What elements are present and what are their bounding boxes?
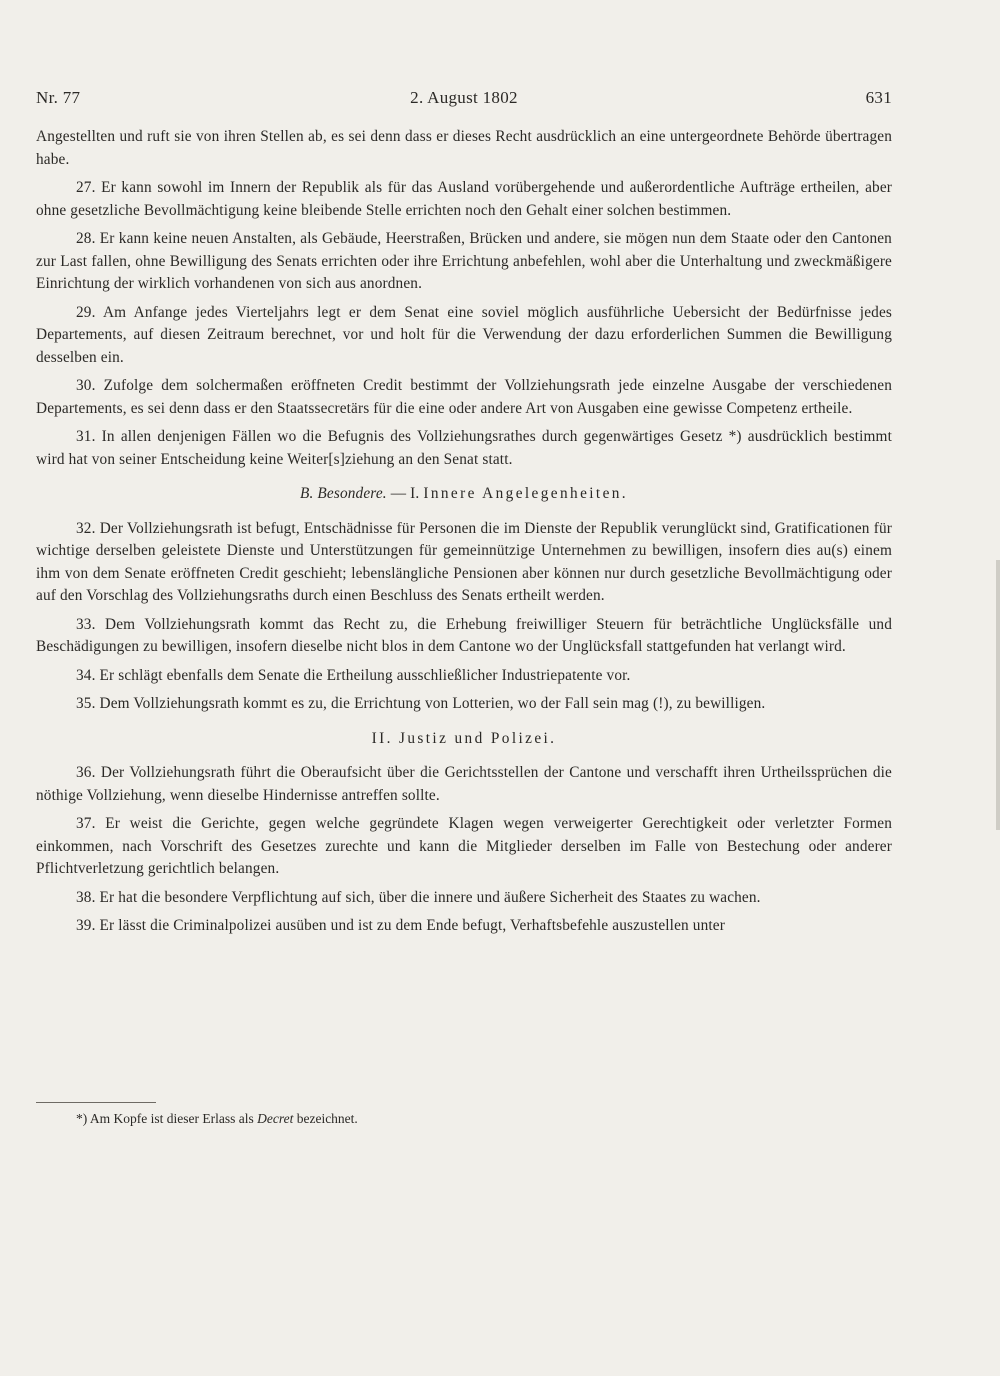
page-number: 631 <box>865 88 892 107</box>
paragraph-continued: Angestellten und ruft sie von ihren Stellen ab, es sei denn dass er dieses Recht ausdrücklich an eine untergeordnete Behörde übertragen habe. <box>36 128 892 168</box>
paragraph-28: 28. Er kann keine neuen Anstalten, als Gebäude, Heerstraßen, Brücken und andere, sie mögen nun dem Staate oder den Cantonen zur Last fallen, ohne Bewilligung des Senats errichten oder ihre Errichtung anbefehlen, wohl aber die Unterhaltung und zweckmäßigere Einrichtung der wirklich vorhandenen von sich aus anordnen. <box>36 230 892 292</box>
paragraph-38: 38. Er hat die besondere Verpflichtung auf sich, über die innere und äußere Sicherheit des Staates zu wachen. <box>76 888 761 906</box>
section-heading-title: Innere Angelegenheiten. <box>423 485 629 502</box>
footnote-italic-term: Decret <box>257 1111 294 1126</box>
paragraph-36: 36. Der Vollziehungsrath führt die Oberaufsicht über die Gerichtsstellen der Cantone und verschafft ihren Urtheilssprüchen die nöthige Vollziehung, wenn dieselbe Hindernisse antreffen sollte. <box>36 764 892 804</box>
footnote-text-start: Am Kopfe ist dieser Erlass als <box>87 1111 258 1126</box>
paragraph-31: 31. In allen denjenigen Fällen wo die Befugnis des Vollziehungsrathes durch gegenwärtiges Gesetz *) ausdrücklich bestimmt wird hat von seiner Entscheidung keine Weiter[s]ziehung an den Senat statt. <box>36 428 892 468</box>
footnote-marker: *) <box>76 1111 88 1126</box>
scan-edge-shadow <box>996 560 1000 830</box>
paragraph-29: 29. Am Anfange jedes Vierteljahrs legt er dem Senat eine soviel möglich ausführliche Uebersicht der Bedürfnisse jedes Departements, auf diesen Zeitraum berechnet, vor und holt für die Verwendung der dazu erforderlichen Summen die Bewilligung desselben ein. <box>36 303 892 366</box>
section-heading-inner-affairs <box>36 483 892 506</box>
footnote-divider <box>36 1102 156 1103</box>
section-heading-separator: — I. <box>386 485 424 502</box>
footnote <box>76 1110 358 1128</box>
paragraph-33: 33. Dem Vollziehungsrath kommt das Recht zu, die Erhebung freiwilliger Steuern für beträchtliche Unglücksfälle und Beschädigungen zu bewilligen, insofern dieselbe nicht blos in dem Cantone wo der Unglücksfall stattgefunden hat verlangt wird. <box>36 615 892 655</box>
document-date: 2. August 1802 <box>410 88 518 107</box>
section-heading-label: B. Besondere. <box>299 485 387 502</box>
paragraph-37: 37. Er weist die Gerichte, gegen welche gegründete Klagen wegen verweigerter Gerechtigkeit oder verletzter Formen einkommen, nach Vorschrift des Gesetzes zurechte und kann die Mitglieder derselben im Falle von Bestechung oder anderer Pflichtverletzung gerichtlich belangen. <box>36 815 892 877</box>
running-header <box>36 88 892 112</box>
paragraph-39: 39. Er lässt die Criminalpolizei ausüben und ist zu dem Ende befugt, Verhaftsbefehle auszustellen unter <box>76 917 725 934</box>
paragraph-34: 34. Er schlägt ebenfalls dem Senate die Ertheilung ausschließlicher Industriepatente vor. <box>76 666 631 684</box>
paragraph-32: 32. Der Vollziehungsrath ist befugt, Entschädnisse für Personen die im Dienste der Republik verunglückt sind, Gratificationen für wichtige derselben geleistete Dienste und Unterstützungen für gemeinnützige Unternehmen zu bewilligen, insofern dies au(s) einem ihm von dem Senate eröffneten Credit geschieht; lebenslängliche Pensionen aber können nur durch gesetzliche Bevollmächtigung oder auf den Vorschlag des Vollziehungsraths durch einen Beschluss des Senats ertheilt werden. <box>36 519 892 604</box>
paragraph-27: 27. Er kann sowohl im Innern der Republik als für das Ausland vorübergehende und außerordentliche Aufträge ertheilen, aber ohne gesetzliche Bevollmächtigung keine bleibende Stelle errichten noch den Gehalt einer solchen bestimmen. <box>36 179 892 219</box>
paragraph-30: 30. Zufolge dem solchermaßen eröffneten Credit bestimmt der Vollziehungsrath jede einzelne Ausgabe der verschiedenen Departements, es sei denn dass er den Staatssecretärs für die eine oder andere Art von Ausgaben eine gewisse Competenz ertheile. <box>36 377 892 417</box>
paragraph-35: 35. Dem Vollziehungsrath kommt es zu, die Errichtung von Lotterien, wo der Fall sein mag (!), zu bewilligen. <box>76 695 766 712</box>
body-text <box>36 126 892 944</box>
section-heading-justice: II. Justiz und Polizei. <box>371 729 557 747</box>
footnote-text-end: bezeichnet. <box>293 1111 358 1126</box>
document-number: Nr. 77 <box>36 88 81 107</box>
